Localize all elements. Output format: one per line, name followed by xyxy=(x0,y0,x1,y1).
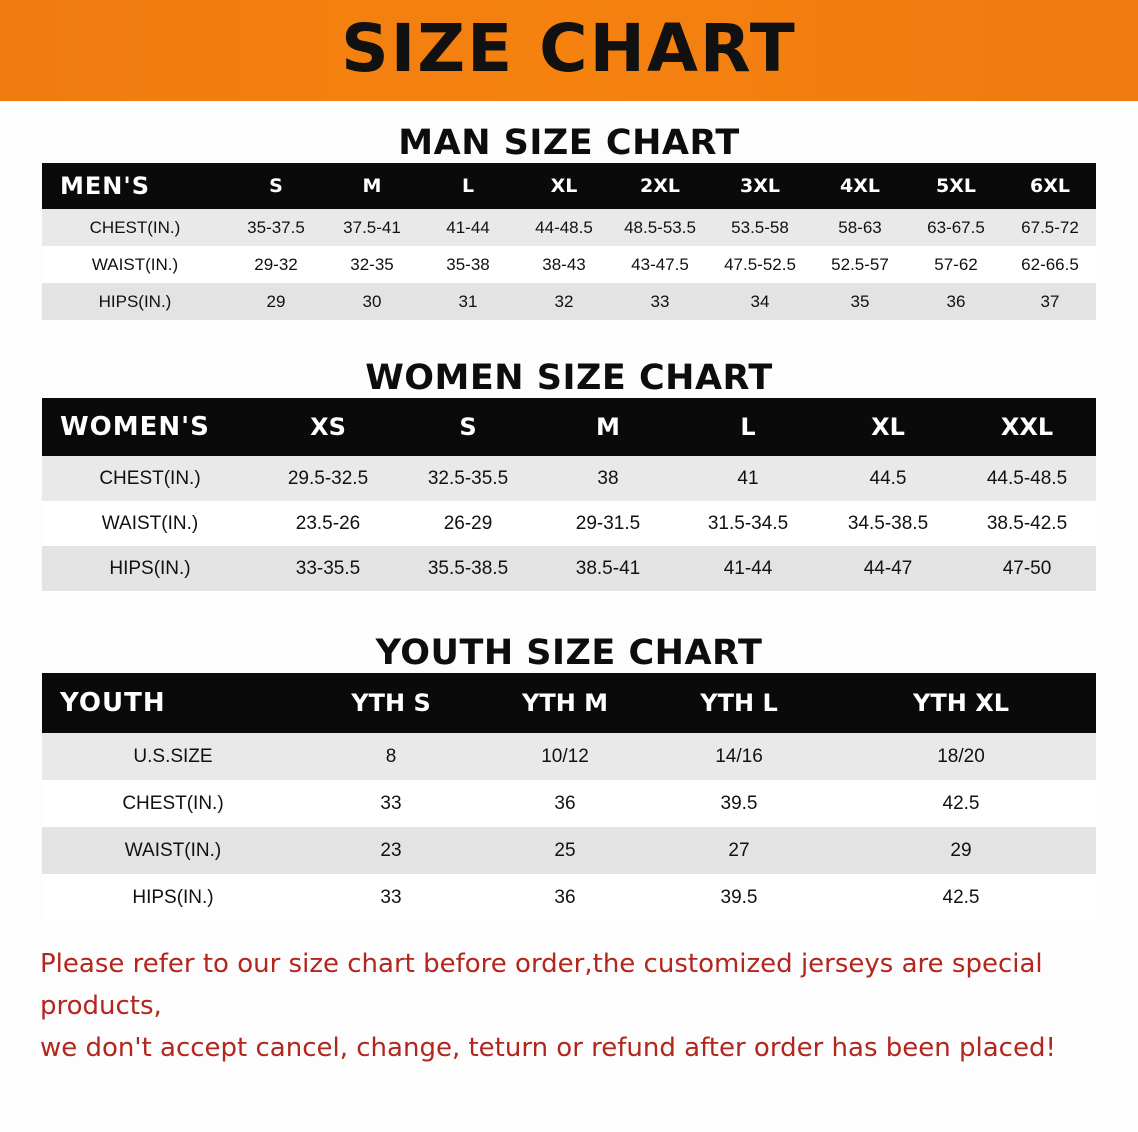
man-waist-3xl: 47.5-52.5 xyxy=(708,246,812,283)
women-waist-m: 29-31.5 xyxy=(538,501,678,546)
banner xyxy=(0,0,1138,101)
table-row xyxy=(42,874,1096,921)
women-chest-xl: 44.5 xyxy=(818,456,958,501)
women-hips-m: 38.5-41 xyxy=(538,546,678,591)
man-hips-l: 31 xyxy=(420,283,516,320)
women-hips-s: 35.5-38.5 xyxy=(398,546,538,591)
man-header-l: L xyxy=(420,163,516,209)
youth-row-chest-label: CHEST(IN.) xyxy=(42,780,304,827)
man-chest-xl: 44-48.5 xyxy=(516,209,612,246)
man-waist-2xl: 43-47.5 xyxy=(612,246,708,283)
man-hips-6xl: 37 xyxy=(1004,283,1096,320)
man-chest-l: 41-44 xyxy=(420,209,516,246)
man-chest-s: 35-37.5 xyxy=(228,209,324,246)
man-chest-2xl: 48.5-53.5 xyxy=(612,209,708,246)
women-row-waist-label: WAIST(IN.) xyxy=(42,501,258,546)
youth-hips-m: 36 xyxy=(478,874,652,921)
women-header-s: S xyxy=(398,398,538,456)
man-hips-5xl: 36 xyxy=(908,283,1004,320)
man-size-table xyxy=(42,163,1096,320)
youth-row-waist-label: WAIST(IN.) xyxy=(42,827,304,874)
table-row xyxy=(42,827,1096,874)
youth-hips-l: 39.5 xyxy=(652,874,826,921)
women-header-xxl: XXL xyxy=(958,398,1096,456)
man-waist-m: 32-35 xyxy=(324,246,420,283)
youth-table-wrap xyxy=(0,673,1138,921)
man-waist-5xl: 57-62 xyxy=(908,246,1004,283)
table-row xyxy=(42,546,1096,591)
man-header-2xl: 2XL xyxy=(612,163,708,209)
man-hips-xl: 32 xyxy=(516,283,612,320)
man-row-waist-label: WAIST(IN.) xyxy=(42,246,228,283)
women-waist-l: 31.5-34.5 xyxy=(678,501,818,546)
women-header-xs: XS xyxy=(258,398,398,456)
women-header-m: M xyxy=(538,398,678,456)
youth-ussize-m: 10/12 xyxy=(478,733,652,780)
man-header-6xl: 6XL xyxy=(1004,163,1096,209)
man-table-wrap xyxy=(0,163,1138,320)
man-section-title: MAN SIZE CHART xyxy=(398,123,740,163)
women-waist-xs: 23.5-26 xyxy=(258,501,398,546)
youth-ussize-l: 14/16 xyxy=(652,733,826,780)
youth-header-s: YTH S xyxy=(304,673,478,733)
disclaimer-note xyxy=(40,943,1098,1069)
youth-section-title: YOUTH SIZE CHART xyxy=(375,633,763,673)
youth-waist-xl: 29 xyxy=(826,827,1096,874)
women-header-xl: XL xyxy=(818,398,958,456)
man-header-m: M xyxy=(324,163,420,209)
women-waist-xxl: 38.5-42.5 xyxy=(958,501,1096,546)
man-header-5xl: 5XL xyxy=(908,163,1004,209)
table-header-row xyxy=(42,163,1096,209)
women-section-title: WOMEN SIZE CHART xyxy=(365,358,773,398)
man-chest-6xl: 67.5-72 xyxy=(1004,209,1096,246)
man-hips-3xl: 34 xyxy=(708,283,812,320)
women-header-label: WOMEN'S xyxy=(42,398,258,456)
women-size-table xyxy=(42,398,1096,591)
women-chest-xxl: 44.5-48.5 xyxy=(958,456,1096,501)
disclaimer-line-2: we don't accept cancel, change, teturn or refund after order has been placed! xyxy=(40,1033,1056,1064)
youth-hips-xl: 42.5 xyxy=(826,874,1096,921)
table-row xyxy=(42,283,1096,320)
women-row-chest-label: CHEST(IN.) xyxy=(42,456,258,501)
man-row-hips-label: HIPS(IN.) xyxy=(42,283,228,320)
man-hips-4xl: 35 xyxy=(812,283,908,320)
man-hips-m: 30 xyxy=(324,283,420,320)
youth-waist-s: 23 xyxy=(304,827,478,874)
table-header-row xyxy=(42,398,1096,456)
youth-chest-s: 33 xyxy=(304,780,478,827)
youth-header-xl: YTH XL xyxy=(826,673,1096,733)
women-hips-xxl: 47-50 xyxy=(958,546,1096,591)
youth-ussize-xl: 18/20 xyxy=(826,733,1096,780)
women-hips-xs: 33-35.5 xyxy=(258,546,398,591)
disclaimer-line-1: Please refer to our size chart before order,the customized jerseys are special products, xyxy=(40,949,1043,1022)
man-header-s: S xyxy=(228,163,324,209)
women-waist-s: 26-29 xyxy=(398,501,538,546)
man-waist-l: 35-38 xyxy=(420,246,516,283)
man-hips-2xl: 33 xyxy=(612,283,708,320)
youth-chest-m: 36 xyxy=(478,780,652,827)
youth-chest-xl: 42.5 xyxy=(826,780,1096,827)
youth-chest-l: 39.5 xyxy=(652,780,826,827)
banner-title: SIZE CHART xyxy=(341,9,797,87)
man-row-chest-label: CHEST(IN.) xyxy=(42,209,228,246)
youth-row-hips-label: HIPS(IN.) xyxy=(42,874,304,921)
man-chest-m: 37.5-41 xyxy=(324,209,420,246)
man-header-4xl: 4XL xyxy=(812,163,908,209)
table-row xyxy=(42,733,1096,780)
table-row xyxy=(42,209,1096,246)
youth-row-ussize-label: U.S.SIZE xyxy=(42,733,304,780)
youth-header-m: YTH M xyxy=(478,673,652,733)
man-hips-s: 29 xyxy=(228,283,324,320)
women-waist-xl: 34.5-38.5 xyxy=(818,501,958,546)
women-row-hips-label: HIPS(IN.) xyxy=(42,546,258,591)
women-hips-xl: 44-47 xyxy=(818,546,958,591)
youth-hips-s: 33 xyxy=(304,874,478,921)
women-table-wrap xyxy=(0,398,1138,591)
youth-size-table xyxy=(42,673,1096,921)
table-row xyxy=(42,780,1096,827)
man-chest-4xl: 58-63 xyxy=(812,209,908,246)
women-chest-m: 38 xyxy=(538,456,678,501)
table-row xyxy=(42,246,1096,283)
man-waist-6xl: 62-66.5 xyxy=(1004,246,1096,283)
table-row xyxy=(42,501,1096,546)
man-chest-3xl: 53.5-58 xyxy=(708,209,812,246)
man-waist-s: 29-32 xyxy=(228,246,324,283)
youth-waist-l: 27 xyxy=(652,827,826,874)
youth-ussize-s: 8 xyxy=(304,733,478,780)
man-waist-4xl: 52.5-57 xyxy=(812,246,908,283)
women-chest-xs: 29.5-32.5 xyxy=(258,456,398,501)
women-chest-l: 41 xyxy=(678,456,818,501)
man-header-xl: XL xyxy=(516,163,612,209)
man-header-label: MEN'S xyxy=(42,163,228,209)
women-header-l: L xyxy=(678,398,818,456)
man-header-3xl: 3XL xyxy=(708,163,812,209)
table-row xyxy=(42,456,1096,501)
man-chest-5xl: 63-67.5 xyxy=(908,209,1004,246)
women-hips-l: 41-44 xyxy=(678,546,818,591)
table-header-row xyxy=(42,673,1096,733)
youth-header-label: YOUTH xyxy=(42,673,304,733)
man-waist-xl: 38-43 xyxy=(516,246,612,283)
youth-waist-m: 25 xyxy=(478,827,652,874)
women-chest-s: 32.5-35.5 xyxy=(398,456,538,501)
youth-header-l: YTH L xyxy=(652,673,826,733)
